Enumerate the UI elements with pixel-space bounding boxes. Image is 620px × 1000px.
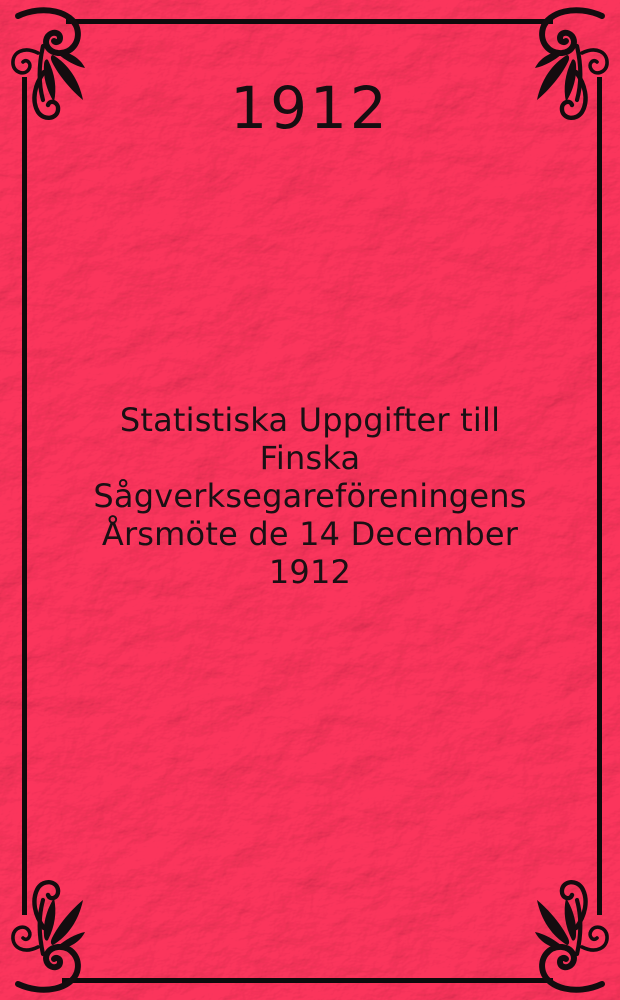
- border-bottom-rule: [62, 978, 553, 983]
- title-line-5: 1912: [268, 553, 352, 591]
- swirl-flourish-icon: [534, 880, 612, 992]
- border-right-rule: [597, 77, 602, 915]
- title-line-3: Sågverksegareföreningens: [93, 477, 527, 515]
- title-line-4: Årsmöte de 14 December: [101, 515, 519, 553]
- swirl-flourish-icon: [8, 880, 86, 992]
- cover-title: [26, 401, 594, 591]
- cover-year: 1912: [230, 74, 390, 142]
- border-top-rule: [66, 19, 553, 24]
- title-line-1: Statistiska Uppgifter till: [119, 401, 501, 439]
- title-line-2: Finska: [259, 439, 361, 477]
